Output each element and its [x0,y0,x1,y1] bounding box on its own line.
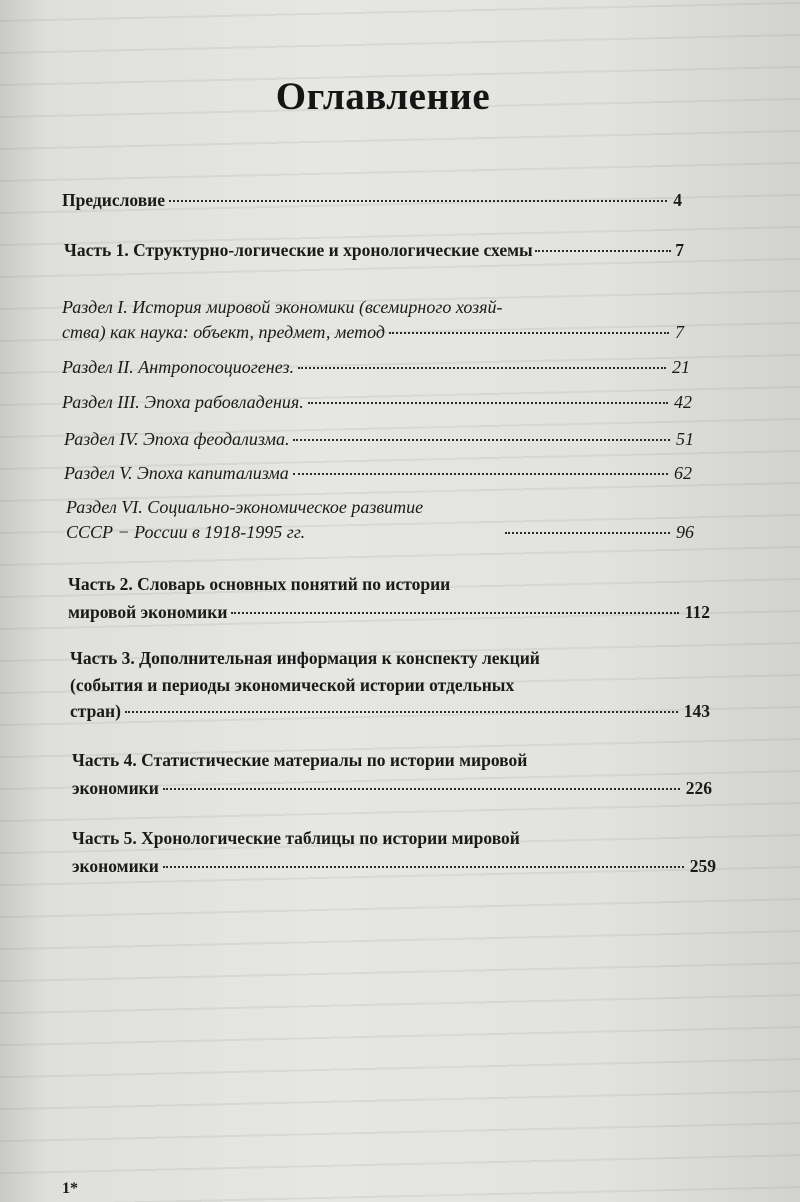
toc-entry-part-1 [64,242,684,260]
toc-entry-text: Часть 1. Структурно-логические и хронологические схемы [64,240,533,260]
toc-page-number: 4 [673,190,682,210]
toc-entry-section-5 [64,464,692,482]
toc-entry-text: СССР − России в 1918-1995 гг. [66,522,306,542]
toc-leader [163,788,680,790]
toc-entry-line: (события и периоды экономической истории отдельных [70,674,515,695]
toc-entry-text: Предисловие [62,190,166,210]
toc-row [68,601,710,622]
toc-page-number: 96 [676,522,694,542]
toc-entry-line: Часть 4. Статистические материалы по истории мировой [72,750,528,770]
toc-leader [298,367,666,369]
toc-entry-text: ства) как наука: объект, предмет, метод [62,322,385,342]
toc-entry-section-4 [64,430,694,448]
toc-row [64,430,694,448]
toc-entry-text: Раздел IV. Эпоха феодализма. [64,429,290,449]
toc-entry-section-2 [62,358,690,376]
page-title: Оглавление [275,75,491,118]
toc-page-number: 143 [683,701,710,721]
toc-entry-line: Часть 2. Словарь основных понятий по истории [68,574,451,594]
toc-leader [308,402,668,404]
toc-entry-line: Раздел I. История мировой экономики (всемирного хозяй- [62,297,503,317]
toc-entry-section-1 [62,298,684,341]
toc-leader [389,332,669,334]
toc-entry-part-4 [72,752,712,797]
toc-entry-text: Раздел III. Эпоха рабовладения. [62,392,304,412]
toc-entry-part-5 [72,830,716,875]
toc-row [64,242,684,260]
toc-entry-line: Часть 3. Дополнительная информация к конспекту лекций [70,648,540,668]
toc-leader [293,439,670,441]
toc-entry-text: Раздел V. Эпоха капитализма [64,463,289,483]
toc-row [64,464,692,482]
toc-leader [293,473,668,475]
toc-leader [125,711,678,713]
toc-page-number: 226 [685,777,712,798]
toc-entry-text: мировой экономики [68,601,228,622]
toc-page-number: 7 [675,240,684,260]
toc-entry-line: Часть 5. Хронологические таблицы по истории мировой [72,828,520,848]
toc-entry-preface [62,192,682,210]
toc-row [62,358,690,376]
toc-row [62,393,692,411]
toc-leader [505,532,670,534]
signature-mark: 1* [62,1180,78,1197]
toc-leader [231,612,678,614]
toc-page-number: 7 [675,322,684,342]
toc-entry-text: стран) [70,701,121,721]
toc-entry-section-6 [66,498,694,541]
toc-leader [535,250,672,252]
toc-entry-text: Раздел II. Антропосоциогенез. [62,357,294,377]
toc-entry-part-2 [68,576,710,621]
toc-page-number: 42 [674,392,692,412]
toc-leader [169,200,667,202]
toc-row [62,323,684,341]
toc-row [72,855,716,876]
toc-page-number: 51 [676,429,694,449]
toc-leader [163,866,684,868]
toc-entry-line: Раздел VI. Социально-экономическое развитие [66,497,424,517]
toc-page-number: 259 [689,855,716,876]
toc-entry-text: экономики [72,777,159,798]
toc-row [66,523,694,541]
toc-entry-part-3 [70,650,710,721]
toc-row [62,192,682,210]
toc-page-number: 62 [674,463,692,483]
toc-page-number: 21 [672,357,690,377]
toc-entry-text: экономики [72,855,159,876]
toc-row [72,777,712,798]
toc-row [70,703,710,721]
toc-page-number: 112 [684,601,710,622]
toc-entry-section-3 [62,393,692,411]
